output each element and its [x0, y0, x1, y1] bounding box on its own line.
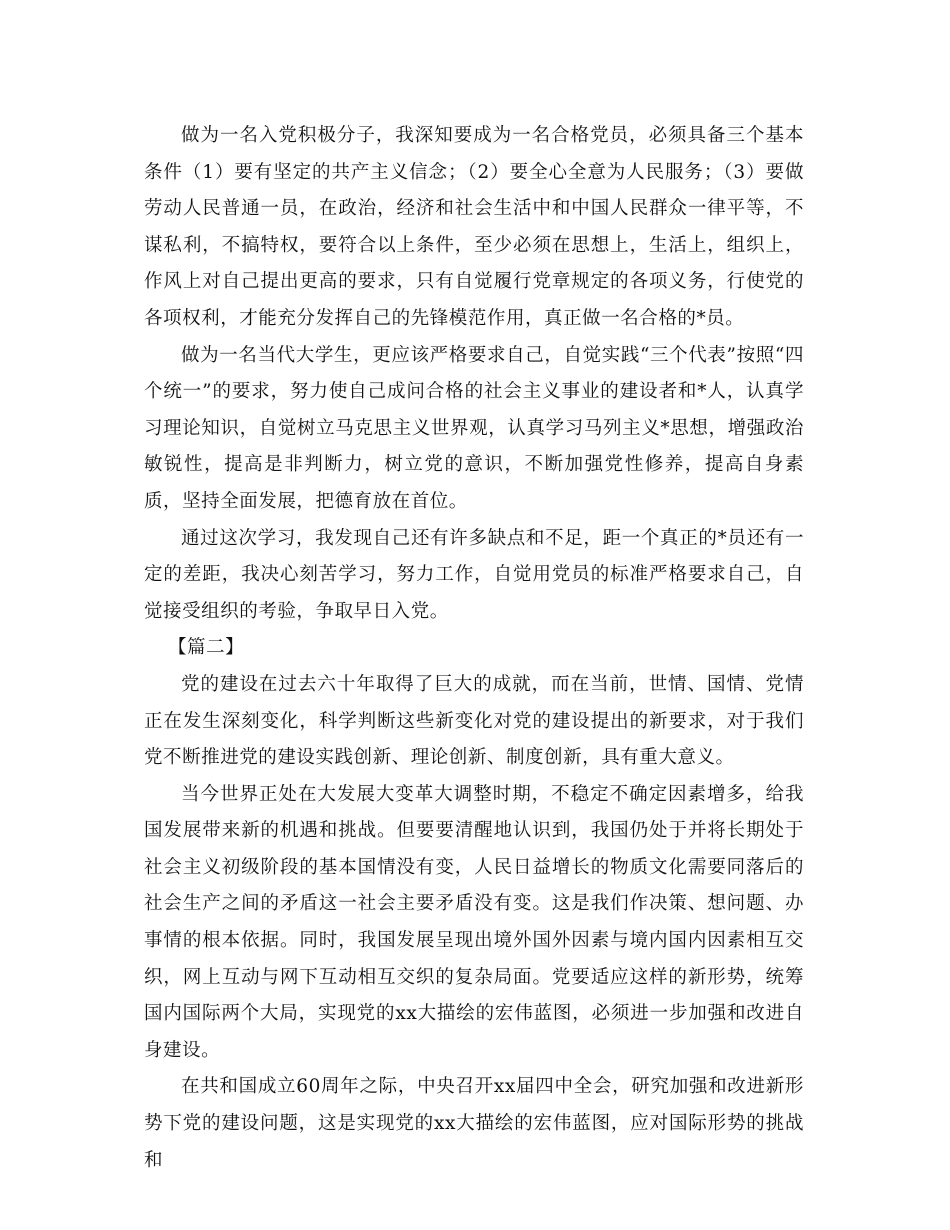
paragraph-world-situation: 当今世界正处在大发展大变革大调整时期，不稳定不确定因素增多，给我国发展带来新的机遇和挑战。但要要清醒地认识到，我国仍处于并将长期处于社会主义初级阶段的基本国情没有变，人民日益增长的物质文化需要同落后的社会生产之间的矛盾这一社会主要矛盾没有变。这是我们作决策、想问题、办事情的根本依据。同时，我国发展呈现出境外国外因素与境内国内因素相互交织，网上互动与网下互动相互交织的复杂局面。党要适应这样的新形势，统筹国内国际两个大局，实现党的xx大描绘的宏伟蓝图，必须进一步加强和改进自身建设。	[144, 783, 804, 1061]
paragraph-qualified-member: 做为一名入党积极分子，我深知要成为一名合格党员，必须具备三个基本条件（1）要有坚定的共产主义信念；（2）要全心全意为人民服务；（3）要做劳动人民普通一员，在政治，经济和社会生活中和中国人民群众一律平等，不谋私利，不搞特权，要符合以上条件，至少必须在思想上，生活上，组织上，作风上对自己提出更高的要求，只有自觉履行党章规定的各项义务，行使党的各项权利，才能充分发挥自己的先锋模范作用，真正做一名合格的*员。	[144, 125, 804, 329]
paragraph-party-building: 党的建设在过去六十年取得了巨大的成就，而在当前，世情、国情、党情正在发生深刻变化，科学判断这些新变化对党的建设提出的新要求，对于我们党不断推进党的建设实践创新、理论创新、制度创新，具有重大意义。	[144, 673, 804, 769]
paragraph-plenary-session: 在共和国成立60周年之际，中央召开xx届四中全会，研究加强和改进新形势下党的建设问题，这是实现党的xx大描绘的宏伟蓝图，应对国际形势的挑战和	[144, 1076, 804, 1171]
paragraph-self-reflection: 通过这次学习，我发现自己还有许多缺点和不足，距一个真正的*员还有一定的差距，我决心刻苦学习，努力工作，自觉用党员的标准严格要求自己，自觉接受组织的考验，争取早日入党。	[144, 527, 804, 622]
paragraph-college-student: 做为一名当代大学生，更应该严格要求自己，自觉实践“三个代表”按照“四个统一”的要求，努力使自己成问合格的社会主义事业的建设者和*人，认真学习理论知识，自觉树立马克思主义世界观，认真学习马列主义*思想，增强政治敏锐性，提高是非判断力，树立党的意识，不断加强党性修养，提高自身素质，坚持全面发展，把德育放在首位。	[144, 344, 804, 512]
section-title: 【篇二】	[168, 637, 245, 659]
document-body	[144, 118, 804, 1179]
